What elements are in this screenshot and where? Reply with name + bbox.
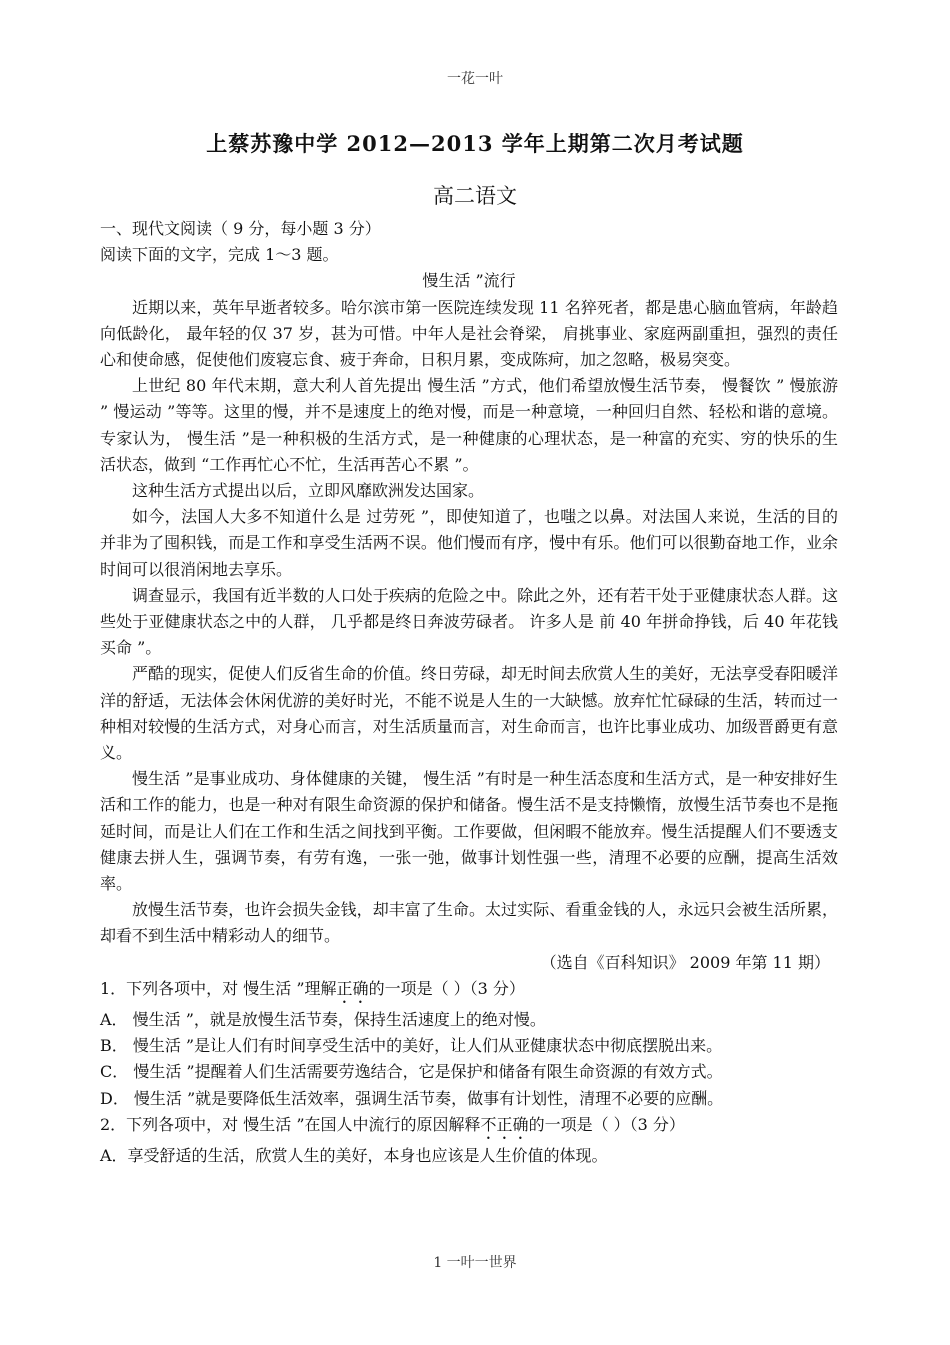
- article-paragraph: 放慢生活节奏，也许会损失金钱，却丰富了生命。太过实际、看重金钱的人，永远只会被生活所累，却看不到生活中精彩动人的细节。: [100, 900, 838, 946]
- exam-title: 上蔡苏豫中学 2012—2013 学年上期第二次月考试题: [206, 131, 744, 156]
- reading-instruction: 阅读下面的文字，完成 1～3 题。: [100, 245, 339, 265]
- question-stem: 2．下列各项中，对 慢生活 ”在国人中流行的原因解释: [100, 1114, 481, 1134]
- article-source: （选自《百科知识》 2009 年第 11 期）: [540, 952, 830, 972]
- page-footer: 1 一叶一世界: [433, 1255, 517, 1271]
- page-header: 一花一叶: [447, 71, 503, 87]
- article-paragraph: 慢生活 ”是事业成功、身体健康的关键， 慢生活 ”有时是一种生活态度和生活方式，是一种安排好生活和工作的能力，也是一种对有限生命资源的保护和储备。慢生活不是支持懒惰，放慢生活节奏也不是拖延时间，而是让人们在工作和生活之间找到平衡。工作要做，但闲暇不能放弃。慢生活提醒人们不要透支健康去拼人生，强调节奏，有劳有逸，一张一弛，做事计划性强一些，清理不必要的应酬，提高生活效率。: [100, 769, 838, 894]
- emphasis-mark: 正确: [336, 978, 369, 998]
- article-title: 慢生活 ”流行: [422, 271, 516, 291]
- question-2: [100, 1112, 838, 1143]
- exam-content: [100, 216, 838, 1169]
- article-paragraph: 如今，法国人大多不知道什么是 过劳死 ”，即使知道了，也嗤之以鼻。对法国人来说，生活的目的并非为了囤积钱，而是工作和享受生活两不误。他们慢而有序，慢中有乐。他们可以很勤奋地工作，业余时间可以很消闲地去享乐。: [100, 507, 838, 579]
- question-option: C． 慢生活 ”提醒着人们生活需要劳逸结合，它是保护和储备有限生命资源的有效方式。: [100, 1062, 723, 1082]
- article-paragraph: 上世纪 80 年代末期，意大利人首先提出 慢生活 ”方式，他们希望放慢生活节奏， 慢餐饮 ” 慢旅游 ” 慢运动 ”等等。这里的慢，并不是速度上的绝对慢，而是一种意境，一种回归自然、轻松和谐的意境。专家认为， 慢生活 ”是一种积极的生活方式，是一种健康的心理状态，是一种富的充实、穷的快乐的生活状态，做到 “工作再忙心不忙，生活再苦心不累 ”。: [100, 376, 838, 474]
- question-stem: 的一项是（ ）（3 分）: [528, 1114, 685, 1134]
- article-paragraph: 这种生活方式提出以后，立即风靡欧洲发达国家。: [132, 481, 485, 501]
- question-option: A．享受舒适的生活，欣赏人生的美好，本身也应该是人生价值的体现。: [100, 1145, 608, 1165]
- question-stem: 的一项是（ ）（3 分）: [368, 978, 525, 998]
- exam-subtitle: 高二语文: [433, 184, 517, 208]
- question-option: B． 慢生活 ”是让人们有时间享受生活中的美好，让人们从亚健康状态中彻底摆脱出来。: [100, 1036, 723, 1056]
- question-stem: 1．下列各项中，对 慢生活 ”理解: [100, 978, 337, 998]
- emphasis-mark: 不正确: [480, 1114, 529, 1134]
- section-heading: 一、现代文阅读（ 9 分，每小题 3 分）: [100, 219, 381, 238]
- question-option: A． 慢生活 ”，就是放慢生活节奏，保持生活速度上的绝对慢。: [100, 1009, 546, 1029]
- article-paragraph: 近期以来，英年早逝者较多。哈尔滨市第一医院连续发现 11 名猝死者，都是患心脑血管病，年龄趋向低龄化， 最年轻的仅 37 岁，甚为可惜。中年人是社会脊梁， 肩挑事业、家庭两副重担，强烈的责任心和使命感，促使他们废寝忘食、疲于奔命，日积月累，变成陈疴，加之忽略，极易突变。: [100, 297, 838, 370]
- article-paragraph: 严酷的现实，促使人们反省生命的价值。终日劳碌，却无时间去欣赏人生的美好，无法享受春阳暖洋洋的舒适，无法体会休闲优游的美好时光，不能不说是人生的一大缺憾。放弃忙忙碌碌的生活，转而过一种相对较慢的生活方式，对身心而言，对生活质量而言，对生命而言，也许比事业成功、加级晋爵更有意义。: [100, 664, 838, 763]
- question-1: [100, 976, 838, 1007]
- question-option: D． 慢生活 ”就是要降低生活效率，强调生活节奏，做事有计划性，清理不必要的应酬。: [100, 1088, 724, 1108]
- article-paragraph: 调查显示，我国有近半数的人口处于疾病的危险之中。除此之外，还有若干处于亚健康状态人群。这些处于亚健康状态之中的人群， 几乎都是终日奔波劳碌者。 许多人是 前 40 年拼命挣钱，后 40 年花钱买命 ”。: [100, 585, 838, 658]
